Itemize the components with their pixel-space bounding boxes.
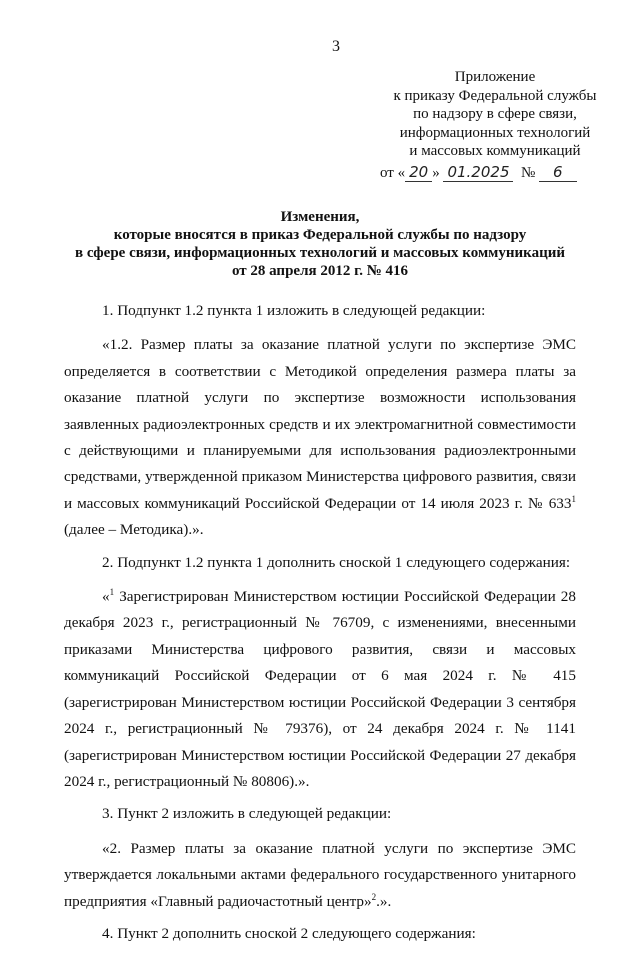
paragraph-6-tail: .». xyxy=(376,892,392,910)
order-date-line xyxy=(380,163,610,183)
paragraph-6-text: «2. Размер платы за оказание платной услуги по экспертизе ЭМС утверждается локальными актами федерального государственного унитарного предприятия «Главный радиочастотный центр» xyxy=(64,839,576,910)
paragraph-5: 3. Пункт 2 изложить в следующей редакции: xyxy=(102,805,392,823)
paragraph-6 xyxy=(64,836,576,915)
title-line: в сфере связи, информационных технологий и массовых коммуникаций xyxy=(74,245,566,261)
quote-open: « xyxy=(102,588,110,606)
paragraph-2 xyxy=(64,332,576,543)
paragraph-7: 4. Пункт 2 дополнить сноской 2 следующего содержания: xyxy=(102,924,476,942)
order-day: 20 xyxy=(405,163,432,182)
order-number: 6 xyxy=(539,163,577,182)
appendix-line: к приказу Федеральной службы xyxy=(393,87,597,104)
appendix-header xyxy=(380,68,610,182)
paragraph-4-text: Зарегистрирован Министерством юстиции Российской Федерации 28 декабря 2023 г., регистрационный № 76709, с изменениями, внесенными приказами Министерства цифрового развития, связи и массовых коммуникаций Российской Федерации от 6 мая 2024 г. № 415 (зарегистрирован Министерством юстиции Российской Федерации 3 сентября 2024 г., регистрационный № 79376), от 24 декабря 2024 г. № 1141 (зарегистрирован Министерством юстиции Российской Федерации 27 декабря 2024 г., регистрационный № 80806).». xyxy=(64,588,576,790)
footnote-mark-1: 1 xyxy=(109,587,115,597)
number-label: № xyxy=(520,164,536,181)
appendix-line: и массовых коммуникаций xyxy=(409,143,581,159)
order-month-year: 01.2025 xyxy=(443,163,513,182)
paragraph-2-tail: (далее – Методика).». xyxy=(64,521,204,539)
page-number: 3 xyxy=(332,38,340,55)
paragraph-1: 1. Подпункт 1.2 пункта 1 изложить в следующей редакции: xyxy=(102,302,486,319)
title-line: которые вносятся в приказ Федеральной службы по надзору xyxy=(113,227,527,243)
title-line: Изменения, xyxy=(280,209,360,225)
appendix-line: по надзору в сфере связи, xyxy=(413,106,577,122)
document-title xyxy=(60,208,580,280)
date-prefix: от « xyxy=(380,164,406,181)
document-body xyxy=(64,298,576,955)
paragraph-2-text: «1.2. Размер платы за оказание платной услуги по экспертизе ЭМС определяется в соответствии с Методикой определения размера платы за оказание платной услуги по экспертизе возможности использования заявленных радиоэлектронных средств и их электромагнитной совместимости с действующими и планируемыми для использования радиоэлектронными средствами, утвержденной приказом Министерства цифрового развития, связи и массовых коммуникаций Российской Федерации от 14 июля 2023 г. № 633 xyxy=(64,336,576,512)
paragraph-4 xyxy=(64,584,576,795)
appendix-line: информационных технологий xyxy=(399,124,591,141)
title-line: от 28 апреля 2012 г. № 416 xyxy=(231,263,409,279)
date-mid: » xyxy=(432,164,440,181)
appendix-line: Приложение xyxy=(454,69,536,85)
paragraph-3: 2. Подпункт 1.2 пункта 1 дополнить сноской 1 следующего содержания: xyxy=(102,553,571,571)
footnote-ref-2: 2 xyxy=(371,891,377,902)
footnote-ref-1: 1 xyxy=(571,493,576,504)
